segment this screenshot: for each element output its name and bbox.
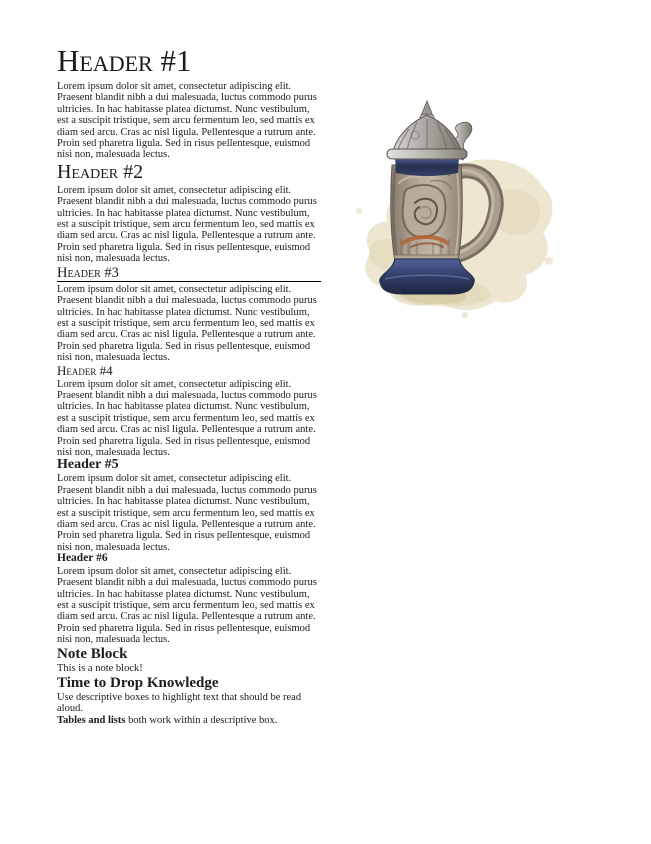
stein-lid <box>387 101 467 159</box>
stein-svg <box>345 93 560 323</box>
section-paragraph-3: Lorem ipsum dolor sit amet, consectetur adipiscing elit. Praesent blandit nibh a dui malesuada, luctus commodo purus ultricies. In hac habitasse platea dictumst. Nunc vestibulum, est a suscipit tristique, sem arcu fermentum leo, sed mattis ex diam sed arcu. Cras ac nisl ligula. Pellentesque a rutrum ante. Proin sed pharetra ligula. Sed in risus pellentesque, euismod nisi non, malesuada lectus. <box>57 283 317 364</box>
note-block-text: This is a note block! <box>57 663 143 675</box>
section-paragraph-5: Lorem ipsum dolor sit amet, consectetur adipiscing elit. Praesent blandit nibh a dui malesuada, luctus commodo purus ultricies. In hac habitasse platea dictumst. Nunc vestibulum, est a suscipit tristique, sem arcu fermentum leo, sed mattis ex diam sed arcu. Cras ac nisl ligula. Pellentesque a rutrum ante. Proin sed pharetra ligula. Sed in risus pellentesque, euismod nisi non, malesuada lectus. <box>57 473 317 553</box>
section-paragraph-2: Lorem ipsum dolor sit amet, consectetur adipiscing elit. Praesent blandit nibh a dui malesuada, luctus commodo purus ultricies. In hac habitasse platea dictumst. Nunc vestibulum, est a suscipit tristique, sem arcu fermentum leo, sed mattis ex diam sed arcu. Cras ac nisl ligula. Pellentesque a rutrum ante. Proin sed pharetra ligula. Sed in risus pellentesque, euismod nisi non, malesuada lectus. <box>57 184 317 265</box>
knowledge-tables-bold: Tables and lists <box>57 714 126 726</box>
knowledge-tables-rest: both work within a descriptive box. <box>125 714 278 726</box>
section-header-5: Header #5 <box>57 457 119 473</box>
section-header-1: Header #1 <box>57 43 192 78</box>
stein-top-band <box>395 157 459 176</box>
text-column <box>57 44 321 726</box>
section-header-3: Header #3 <box>57 266 321 282</box>
section-paragraph-4: Lorem ipsum dolor sit amet, consectetur adipiscing elit. Praesent blandit nibh a dui malesuada, luctus commodo purus ultricies. In hac habitasse platea dictumst. Nunc vestibulum, est a suscipit tristique, sem arcu fermentum leo, sed mattis ex diam sed arcu. Cras ac nisl ligula. Pellentesque a rutrum ante. Proin sed pharetra ligula. Sed in risus pellentesque, euismod nisi non, malesuada lectus. <box>57 378 317 458</box>
wash-speck-2 <box>545 257 553 265</box>
wash-speck-1 <box>356 208 362 214</box>
knowledge-title: Time to Drop Knowledge <box>57 674 219 691</box>
section-header-4: Header #4 <box>57 362 113 378</box>
note-block-title: Note Block <box>57 646 128 663</box>
stein-illustration <box>345 93 560 323</box>
section-header-2: Header #2 <box>57 160 144 183</box>
knowledge-tables-line <box>57 715 321 726</box>
knowledge-intro: Use descriptive boxes to highlight text that should be read aloud. <box>57 691 302 715</box>
section-paragraph-6: Lorem ipsum dolor sit amet, consectetur adipiscing elit. Praesent blandit nibh a dui malesuada, luctus commodo purus ultricies. In hac habitasse platea dictumst. Nunc vestibulum, est a suscipit tristique, sem arcu fermentum leo, sed mattis ex diam sed arcu. Cras ac nisl ligula. Pellentesque a rutrum ante. Proin sed pharetra ligula. Sed in risus pellentesque, euismod nisi non, malesuada lectus. <box>57 565 317 646</box>
wash-speck-3 <box>462 312 468 318</box>
section-paragraph-1: Lorem ipsum dolor sit amet, consectetur adipiscing elit. Praesent blandit nibh a dui malesuada, luctus commodo purus ultricies. In hac habitasse platea dictumst. Nunc vestibulum, est a suscipit tristique, sem arcu fermentum leo, sed mattis ex diam sed arcu. Cras ac nisl ligula. Pellentesque a rutrum ante. Proin sed pharetra ligula. Sed in risus pellentesque, euismod nisi non, malesuada lectus. <box>57 81 317 161</box>
section-header-6: Header #6 <box>57 552 108 565</box>
stein-base <box>380 255 475 294</box>
